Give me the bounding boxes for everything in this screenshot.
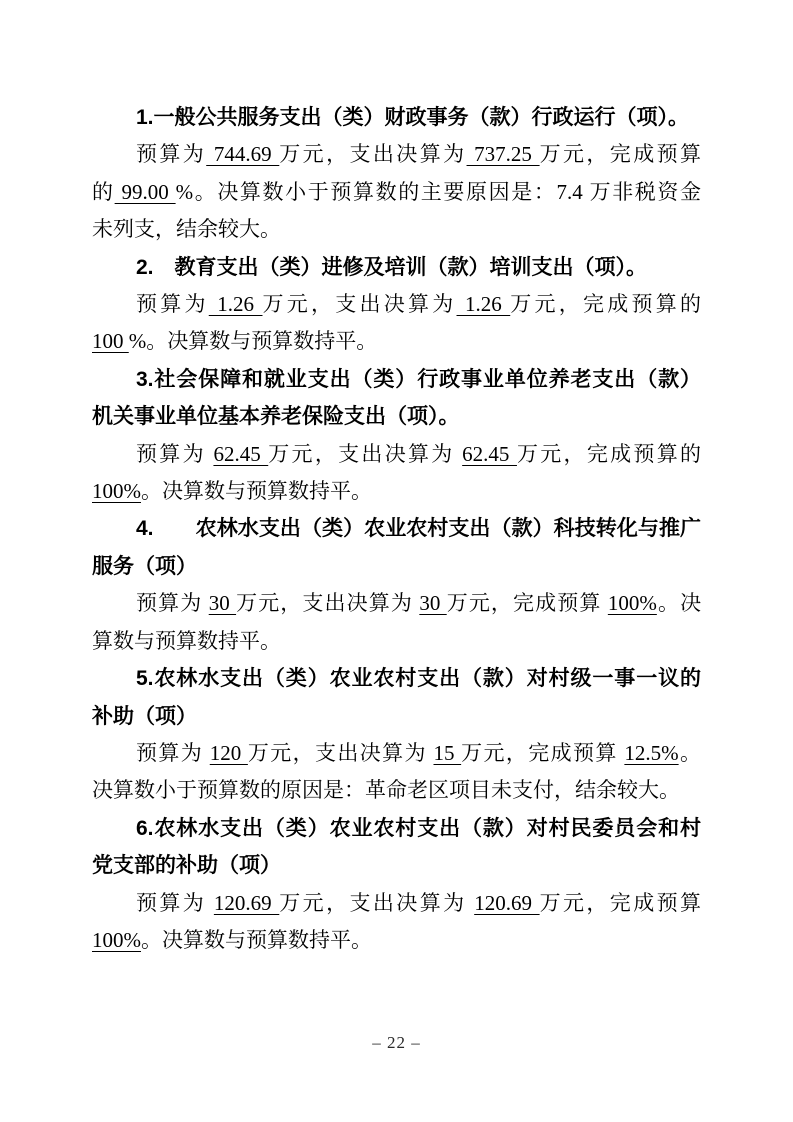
text-segment: 未列支，结余较大。	[92, 217, 281, 242]
body-line	[92, 585, 701, 622]
underlined-value: 120.69	[474, 890, 540, 915]
underlined-value: 100%	[92, 479, 141, 504]
body-line	[92, 623, 701, 660]
text-segment: 1.一般公共服务支出（类）财政事务（款）行政运行（项）。	[136, 106, 690, 129]
text-segment: 服务（项）	[92, 554, 197, 578]
text-segment: 预算为	[136, 890, 214, 915]
heading-line	[92, 398, 701, 435]
underlined-value: 100	[92, 329, 129, 354]
text-segment: 万元，支出决算为	[262, 292, 457, 317]
heading-line	[92, 99, 701, 136]
text-segment: 预算为	[136, 740, 210, 765]
underlined-value: 1.26	[208, 292, 263, 317]
body-line	[92, 174, 701, 211]
text-segment: 万元，支出决算为	[268, 441, 463, 466]
text-segment: 预算为	[136, 441, 214, 466]
text-segment: 万元，完成预算	[539, 142, 702, 167]
body-line	[92, 436, 701, 473]
text-segment: 算数与预算数持平。	[92, 628, 281, 653]
text-segment: 万元，完成预算	[539, 890, 702, 915]
underlined-value: 30	[419, 591, 447, 616]
underlined-value: 737.25	[466, 142, 540, 167]
text-segment: 万元，支出决算为	[247, 740, 434, 765]
heading-line	[92, 810, 701, 847]
page-number: – 22 –	[372, 1033, 421, 1052]
budget-section-3	[92, 361, 701, 511]
text-segment: %。决算数与预算数持平。	[128, 329, 378, 354]
heading-line	[92, 361, 701, 398]
underlined-value: 62.45	[462, 441, 517, 466]
text-segment: 。决	[656, 591, 702, 616]
underlined-value: 12.5%	[624, 740, 679, 765]
body-line	[92, 211, 701, 248]
underlined-value: 744.69	[206, 142, 280, 167]
text-segment: 预算为	[136, 591, 209, 616]
heading-line	[92, 548, 701, 585]
underlined-value: 100%	[92, 927, 141, 952]
body-line	[92, 772, 701, 809]
text-segment: 5.农林水支出（类）农业农村支出（款）对村级一事一议的	[136, 667, 701, 691]
text-segment: 万元，支出决算为	[279, 890, 475, 915]
text-segment: 预算为	[136, 292, 209, 317]
text-segment: 补助（项）	[92, 704, 197, 728]
text-segment: 万元，支出决算为	[236, 591, 420, 616]
text-segment: 预算为	[136, 142, 207, 167]
budget-section-4	[92, 510, 701, 660]
text-segment: 党支部的补助（项）	[92, 854, 281, 878]
body-line	[92, 473, 701, 510]
heading-line	[92, 510, 701, 547]
text-segment: 机关事业单位基本养老保险支出（项）。	[92, 405, 460, 429]
text-segment: 3.社会保障和就业支出（类）行政事业单位养老支出（款）	[136, 367, 701, 391]
underlined-value: 1.26	[456, 292, 511, 317]
text-segment: 4. 农林水支出（类）农业农村支出（款）科技转化与推广	[136, 517, 701, 541]
text-segment: 万元，完成预算的	[510, 292, 701, 317]
underlined-value: 15	[433, 740, 462, 765]
text-segment: 。决算数与预算数持平。	[141, 479, 372, 504]
budget-section-5	[92, 660, 701, 810]
text-segment: 万元，完成预算的	[516, 441, 702, 466]
text-segment: 万元，支出决算为	[279, 142, 467, 167]
text-segment: 。决算数与预算数持平。	[141, 927, 372, 952]
underlined-value: 99.00	[114, 179, 176, 204]
heading-line	[92, 249, 701, 286]
body-line	[92, 922, 701, 959]
text-segment: 决算数小于预算数的原因是：革命老区项目未支付，结余较大。	[92, 778, 680, 803]
underlined-value: 120	[209, 740, 248, 765]
underlined-value: 62.45	[213, 441, 269, 466]
text-segment: %。决算数小于预算数的主要原因是：7.4 万非税资金	[175, 179, 702, 204]
underlined-value: 100%	[607, 591, 657, 616]
underlined-value: 120.69	[213, 890, 280, 915]
document-content	[92, 99, 701, 959]
heading-line	[92, 847, 701, 884]
body-line	[92, 136, 701, 173]
budget-section-6	[92, 810, 701, 960]
body-line	[92, 286, 701, 323]
underlined-value: 30	[208, 591, 237, 616]
heading-line	[92, 660, 701, 697]
body-line	[92, 885, 701, 922]
budget-section-1	[92, 99, 701, 249]
budget-section-2	[92, 249, 701, 361]
text-segment: 2. 教育支出（类）进修及培训（款）培训支出（项）。	[136, 255, 648, 279]
text-segment: 万元，完成预算	[446, 591, 608, 616]
body-line	[92, 323, 701, 360]
text-segment: 万元，完成预算	[461, 740, 625, 765]
heading-line	[92, 698, 701, 735]
text-segment: 6.农林水支出（类）农业农村支出（款）对村民委员会和村	[136, 816, 701, 840]
text-segment: 。	[678, 740, 701, 765]
text-segment: 的	[92, 179, 115, 204]
body-line	[92, 735, 701, 772]
